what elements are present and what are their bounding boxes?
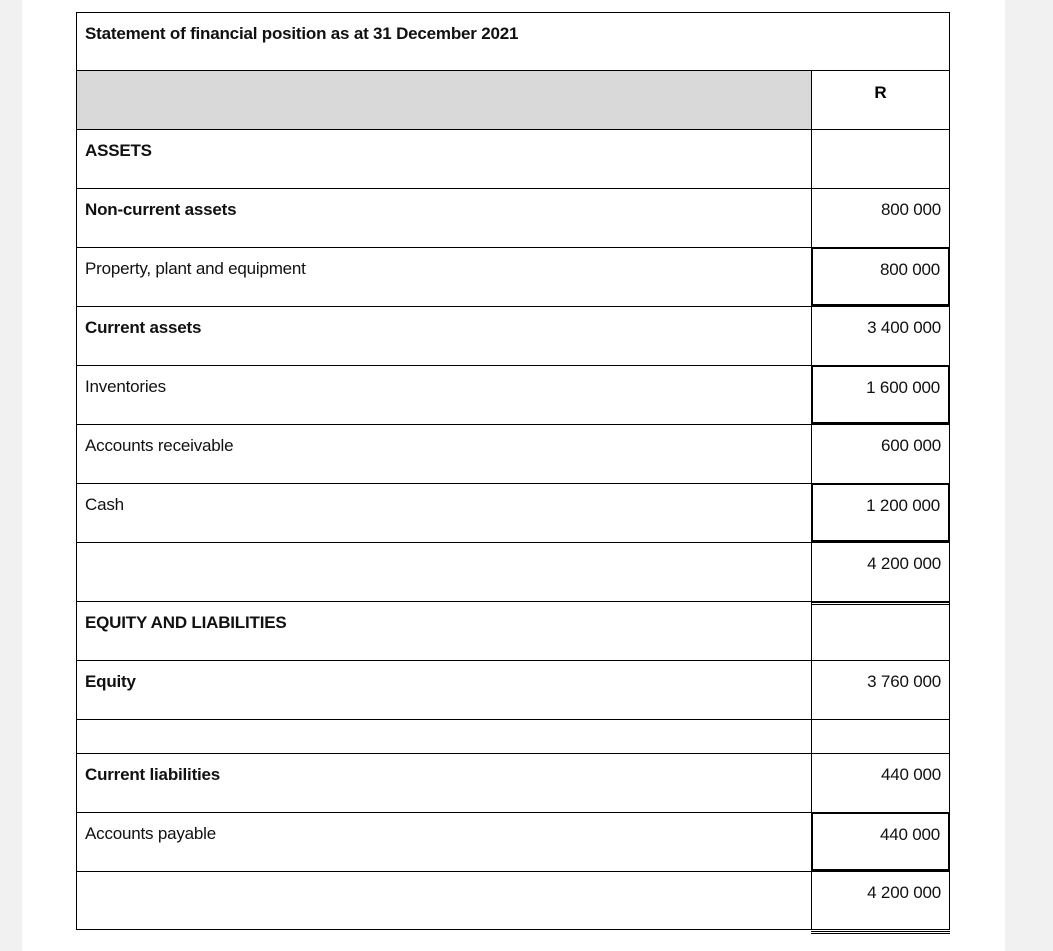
table-bottom-border [76, 929, 950, 930]
currency-header-cell [811, 70, 950, 129]
document-page [22, 0, 1005, 951]
statement-title-row [76, 12, 949, 70]
total-equity-liabilities-amount: 4 200 000 [867, 883, 941, 902]
row-amount: 1 600 000 [866, 378, 940, 397]
row-label: ASSETS [85, 141, 152, 160]
row-amount: 440 000 [880, 765, 941, 784]
row-label: Accounts payable [85, 824, 216, 843]
shaded-header-cell [76, 70, 812, 129]
row-label: EQUITY AND LIABILITIES [85, 613, 287, 632]
table-row [76, 812, 949, 871]
table-row [76, 601, 949, 660]
statement-title: Statement of financial position as at 31 December 2021 [85, 24, 519, 43]
row-amount: 800 000 [880, 200, 941, 219]
row-amount: 3 760 000 [867, 672, 941, 691]
row-amount: 600 000 [880, 436, 941, 455]
total-equity-liabilities-row [76, 871, 949, 930]
total-assets-row [76, 542, 949, 601]
total-assets-amount: 4 200 000 [867, 554, 941, 573]
table-row [76, 753, 949, 812]
table-row [76, 247, 949, 306]
table-row [76, 660, 949, 719]
row-label: Property, plant and equipment [85, 259, 306, 278]
row-label: Accounts receivable [85, 436, 234, 455]
currency-header: R [874, 83, 887, 102]
row-label: Current liabilities [85, 765, 221, 784]
row-amount: 3 400 000 [867, 318, 941, 337]
table-row [76, 129, 949, 188]
row-label: Equity [85, 672, 136, 691]
financial-position-table [76, 12, 949, 930]
row-amount: 440 000 [879, 825, 940, 844]
row-label: Cash [85, 495, 124, 514]
row-amount: 800 000 [879, 260, 940, 279]
row-amount: 1 200 000 [866, 496, 940, 515]
row-label: Non-current assets [85, 200, 237, 219]
row-label: Inventories [85, 377, 166, 396]
table-row [76, 483, 949, 542]
table-row [76, 306, 949, 365]
column-header-row [76, 70, 949, 129]
table-row [76, 424, 949, 483]
row-label: Current assets [85, 318, 202, 337]
table-row [76, 719, 949, 753]
table-row [76, 188, 949, 247]
table-row [76, 365, 949, 424]
